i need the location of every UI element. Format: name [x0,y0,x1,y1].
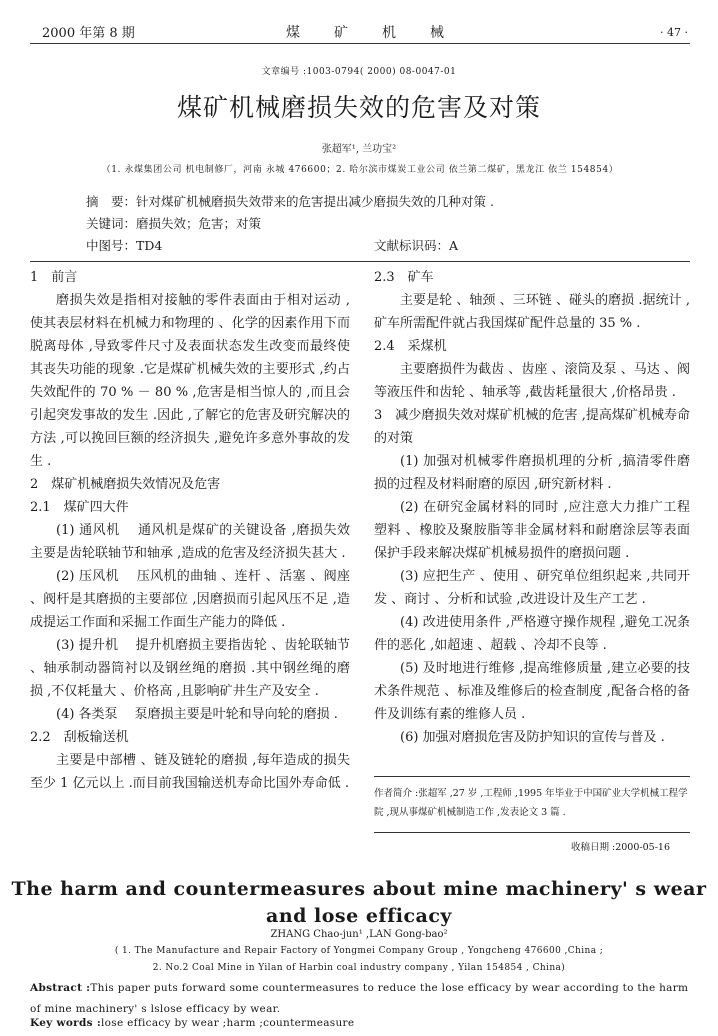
body-paragraph: (5) 及时地进行维修 ,提高维修质量 ,建立必要的技术条件规范 、标准及维修后的检查制度 ,配备合格的备件及训练有素的维修人员 . [374,661,690,722]
clc-text: TD4 [136,238,163,253]
english-abstract-label: Abstract : [30,982,91,994]
section-heading: 3 减少磨损失效对煤矿机械的危害 ,提高煤矿机械寿命的对策 [374,408,690,446]
body-paragraph: (4) 改进使用条件 ,严格遵守操作规程 ,避免工况条件的恶化 ,如超速 、超载 、冷却不良等 . [374,615,690,653]
body-paragraph: (3) 应把生产 、使用 、研究单位组织起来 ,共同开发 、商讨 、分析和试验 ,改进设计及生产工艺 . [374,569,690,607]
doc-code-label: 文献标识码： [374,238,450,253]
section-heading: 1 前言 [30,270,78,285]
english-authors: ZHANG Chao-jun¹ ,LAN Gong-bao² [270,929,448,940]
journal-name: 煤矿机械 [286,25,478,41]
section-heading: 2 煤矿机械磨损失效情况及危害 [30,477,221,492]
abstract-block [86,192,646,210]
body-paragraph: 主要磨损件为截齿 、齿座 、滚筒及泵 、马达 、阀等液压件和齿轮 、轴承等 ,截齿耗量很大 ,价格昂贵 . [374,362,690,400]
body-paragraph: (6) 加强对磨损危害及防护知识的宣传与普及 . [400,730,665,745]
abstract-text: 针对煤矿机械磨损失效带来的危害提出减少磨损失效的几种对策 . [136,194,494,209]
clc-block [86,236,162,254]
keywords-block [86,214,261,232]
header-rule [30,43,690,44]
doc-code-block [374,236,458,254]
body-paragraph: 磨损失效是指相对接触的零件表面由于相对运动 ,使其表层材料在机械力和物理的 、化学的因素作用下而脱离母体 ,导致零件尺寸及表面状态发生改变而最终使其丧失功能的现象 .它是煤矿机械失效的主要形式 ,约占失效配件的 70 % － 80 % ,危害是相当惊人的 ,而且会引起突发事故的发生 .因此 ,了解它的危害及研究解决的方法 ,可以挽回巨额的经济损失 ,避免许多意外事故的发生 . [30,293,350,469]
issue-label: 2000 年第 8 期 [42,26,135,41]
body-top-rule [30,261,690,262]
body-paragraph: (1) 加强对机械零件磨损机理的分析 ,搞清零件磨损的过程及材料耐磨的原因 ,研究新材料 . [374,454,690,492]
english-keywords [30,1017,690,1029]
footnote-rule-2 [374,832,690,833]
author-line: 张超军¹, 兰功宝² [321,144,397,155]
author-note: 作者简介 :张超军 ,27 岁 ,工程师 ,1995 年毕业于中国矿业大学机械工程学院 ,现从事煤矿机械制造工作 ,发表论文 3 篇 . [374,788,688,818]
section-heading: 2.1 煤矿四大件 [30,500,129,515]
body-paragraph: (3) 提升机 提升机磨损主要指齿轮 、齿轮联轴节 、轴承制动器筒衬以及钢丝绳的磨损 .其中钢丝绳的磨损 ,不仅耗量大 、价格高 ,且影响矿井生产及安全 . [30,638,350,699]
body-paragraph: (1) 通风机 通风机是煤矿的关键设备 ,磨损失效主要是齿轮联轴节和轴承 ,造成的危害及经济损失甚大 . [30,523,350,561]
article-number: 文章编号 :1003-0794( 2000) 08-0047-01 [261,67,457,77]
footnote-rule [374,776,690,777]
english-keywords-label: Key words : [30,1017,101,1029]
body-paragraph: 主要是中部槽 、链及链轮的磨损 ,每年造成的损失至少 1 亿元以上 .而目前我国输送机寿命比国外寿命低 . [30,753,350,791]
section-heading: 2.4 采煤机 [374,339,447,354]
english-affiliation-1: ( 1. The Manufacture and Repair Factory of Yongmei Company Group , Yongcheng 476600 ,China ; [114,946,604,956]
english-abstract-text: This paper puts forward some countermeasures to reduce the lose efficacy by wear according to the harm of mine machinery' s lslose efficacy by wear. [30,982,689,1015]
left-column [30,266,350,795]
doc-code-text: A [449,238,459,253]
english-title: The harm and countermeasures about mine machinery' s wear and lose efficacy [11,878,707,927]
article-title: 煤矿机械磨损失效的危害及对策 [176,93,541,122]
abstract-label: 摘 要： [86,194,137,209]
running-header [0,0,718,44]
section-heading: 2.2 刮板输送机 [30,730,129,745]
body-paragraph: (2) 压风机 压风机的曲轴 、连杆 、活塞 、阀座 、阀杆是其磨损的主要部位 ,因磨损而引起风压不足 ,造成提运工作面和采掘工作面生产能力的降低 . [30,569,350,630]
right-column [374,266,690,749]
keywords-label: 关键词： [86,216,137,231]
affiliation-line: （1. 永煤集团公司 机电制修厂，河南 永城 476600；2. 哈尔滨市煤炭工业公司 依兰第二煤矿，黑龙江 依兰 154854） [101,165,619,175]
english-keywords-text: lose efficacy by wear ;harm ;countermeasure [101,1017,355,1029]
received-date: 收稿日期 :2000-05-16 [571,842,670,853]
english-abstract [30,978,696,1020]
section-heading: 2.3 矿车 [374,270,434,285]
clc-label: 中图号： [86,238,137,253]
page-number: · 47 · [660,26,688,39]
english-affiliation-2: 2. No.2 Coal Mine in Yilan of Harbin coal industry company , Yilan 154854 , China) [152,963,566,973]
body-paragraph: (4) 各类泵 泵磨损主要是叶轮和导向轮的磨损 . [56,707,338,722]
keywords-text: 磨损失效；危害；对策 [136,216,262,231]
body-paragraph: 主要是轮 、轴颈 、三环链 、碰头的磨损 .据统计 ,矿车所需配件就占我国煤矿配件总量的 35 % . [374,293,690,331]
body-paragraph: (2) 在研究金属材料的同时 ,应注意大力推广工程塑料 、橡胶及聚胺脂等非金属材料和耐磨涂层等表面保护手段来解决煤矿机械易损件的磨损问题 . [374,500,690,561]
